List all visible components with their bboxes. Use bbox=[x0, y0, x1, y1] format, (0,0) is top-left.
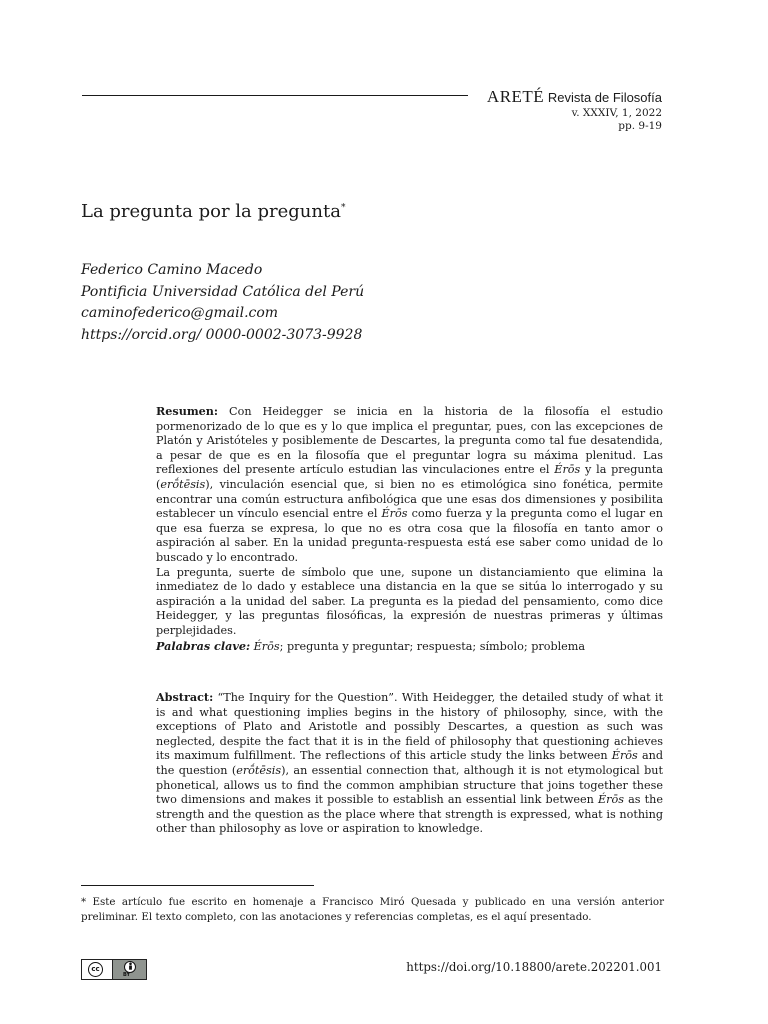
abstract-text: as the strength and the question as the place where that strength is expressed, what is nothing other than philosophy as love or aspiration to knowledge. bbox=[156, 793, 663, 836]
author-affiliation: Pontificia Universidad Católica del Perú bbox=[81, 283, 365, 300]
article-title bbox=[81, 201, 345, 222]
resumen-block bbox=[156, 404, 663, 654]
resumen-text: como fuerza y la pregunta como el lugar en que esa fuerza se expresa, lo que no es otra cosa que la filosofía en tanto amor o aspiración al saber. En la unidad pregunta-respuesta está ese saber como unidad de lo buscado y lo encontrado. bbox=[156, 507, 663, 564]
cc-by-license-icon[interactable] bbox=[81, 959, 147, 980]
term-eros: Érōs bbox=[597, 793, 624, 807]
title-footnote-mark: * bbox=[340, 203, 346, 213]
abstract-label: Abstract: bbox=[156, 690, 214, 704]
keyword-eros: Érōs bbox=[253, 639, 280, 653]
header-rule bbox=[82, 95, 468, 96]
term-eros: Érōs bbox=[381, 507, 408, 521]
journal-brand: ARETÉ bbox=[486, 87, 545, 106]
abstract-text: and the question ( bbox=[156, 749, 663, 777]
term-eros: Érōs bbox=[611, 749, 638, 763]
term-eros: Érōs bbox=[554, 463, 581, 477]
keywords bbox=[156, 639, 663, 655]
footnote: * Este artículo fue escrito en homenaje a Francisco Miró Quesada y publicado en una versión anterior preliminar. El texto completo, con las anotaciones y referencias completas, es el aquí presentado. bbox=[81, 896, 664, 923]
keywords-label: Palabras clave: bbox=[156, 638, 251, 653]
resumen-text: y la pregunta ( bbox=[156, 463, 664, 491]
abstract-text: “The Inquiry for the Question”. With Heidegger, the detailed study of what it is and what questioning implies begins in the history of philosophy, since, with the exceptions of Plato and Aristotle and possibly Descartes, a question as such was neglected, despite the fact that it is in the field of philosophy that questioning achieves its maximum fulfillment. The reflections of this article study the links between bbox=[156, 691, 663, 763]
term-erotesis: erṓtēsis bbox=[160, 477, 206, 491]
author-orcid[interactable]: https://orcid.org/ 0000-0002-3073-9928 bbox=[81, 326, 363, 343]
footnote-rule bbox=[81, 885, 314, 886]
journal-pages: pp. 9-19 bbox=[618, 120, 662, 132]
article-title-text: La pregunta por la pregunta bbox=[81, 201, 341, 222]
doi-link[interactable]: https://doi.org/10.18800/arete.202201.001 bbox=[406, 960, 662, 974]
keywords-list: ; pregunta y preguntar; respuesta; símbolo; problema bbox=[279, 639, 586, 653]
resumen-paragraph-2: La pregunta, suerte de símbolo que une, supone un distanciamiento que elimina la inmediatez de lo dado y establece una distancia en la que se sitúa lo interrogado y su aspiración a la unidad del saber. La pregunta es la piedad del pensamiento, como dice Heidegger, y las preguntas filosóficas, la expresión de nuestras primeras y últimas perplejidades. bbox=[156, 565, 663, 637]
journal-header bbox=[487, 88, 662, 133]
by-label: BY bbox=[123, 972, 131, 978]
term-erotesis: erṓtēsis bbox=[236, 763, 282, 777]
abstract-block bbox=[156, 690, 663, 837]
journal-volume: v. XXXIV, 1, 2022 bbox=[571, 107, 662, 119]
journal-subtitle: Revista de Filosofía bbox=[547, 90, 662, 105]
resumen-text: Con Heidegger se inicia en la historia de la filosofía el estudio pormenorizado de lo que es y lo que implica el preguntar, pues, con las excepciones de Platón y Aristóteles y posiblemente de Descartes, la pregunta como tal fue desatendida, a pesar de que es en la filosofía que el preguntar logra su máxima plenitud. Las reflexiones del presente artículo estudian las vinculaciones entre el bbox=[156, 405, 664, 477]
journal-name bbox=[487, 88, 662, 107]
abstract-text: ), an essential connection that, although it is not etymological but phonetical, allows us to find the common amphibian structure that joins together these two dimensions and makes it possible to establish an essential link between bbox=[156, 763, 664, 807]
resumen-text: ), vinculación esencial que, si bien no es etimológica sino fonética, permite encontrar una común estructura anfibológica que une esas dos dimensiones y posibilita establecer un vínculo esencial entre el bbox=[156, 477, 663, 521]
resumen-label: Resumen: bbox=[156, 404, 219, 418]
abstract-paragraph bbox=[156, 690, 663, 837]
cc-icon: cc bbox=[88, 962, 103, 977]
author-email[interactable]: caminofederico@gmail.com bbox=[81, 305, 279, 321]
author-name: Federico Camino Macedo bbox=[81, 262, 263, 278]
resumen-paragraph-1 bbox=[156, 404, 663, 566]
author-block bbox=[81, 260, 364, 346]
